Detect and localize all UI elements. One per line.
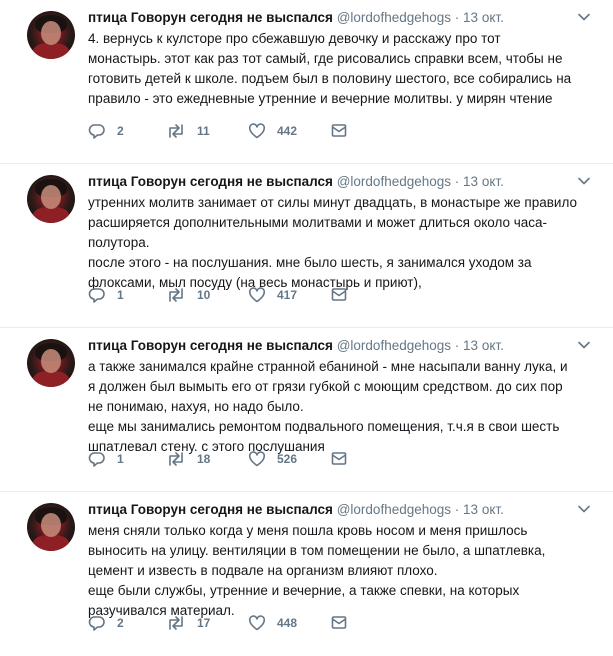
separator-dot: ·: [454, 338, 460, 353]
tweet-text: [88, 357, 578, 457]
tweet-text-line: шпатлевал стену. с этого послушания: [88, 439, 325, 454]
retweet-icon: [166, 122, 186, 140]
tweet-text-line: еще были службы, утренние и вечерние, а также спевки, на которых: [88, 583, 520, 598]
avatar[interactable]: [27, 11, 75, 59]
tweet-text-line: утренних молитв занимает от силы минут двадцать, в монастыре же правило: [88, 195, 578, 210]
reply-count: 2: [117, 616, 124, 630]
like-button[interactable]: [248, 449, 297, 469]
like-count: 526: [277, 452, 298, 466]
heart-icon: [248, 286, 266, 304]
tweet-text-line: разучивался материал.: [88, 603, 235, 618]
avatar[interactable]: [27, 175, 75, 223]
retweet-button[interactable]: [166, 449, 210, 469]
retweet-button[interactable]: [166, 613, 210, 633]
tweet-text: [88, 521, 578, 621]
like-count: 448: [277, 616, 298, 630]
retweet-icon: [166, 614, 186, 632]
reply-button[interactable]: [88, 449, 124, 469]
reply-icon: [88, 450, 106, 468]
tweet-header: [88, 337, 583, 355]
tweet-text-line: 4. вернусь к кулсторе про сбежавшую девочку и расскажу про тот: [88, 31, 501, 46]
tweet-header: [88, 9, 583, 27]
reply-button[interactable]: [88, 121, 124, 141]
tweet-text: [88, 29, 578, 109]
reply-count: 1: [117, 288, 124, 302]
reply-count: 1: [117, 452, 124, 466]
tweet-text-line: не понимаю, нахуя, но надо было.: [88, 399, 304, 414]
timestamp[interactable]: 13 окт.: [463, 502, 504, 517]
tweet-text-line: после этого - на послушания. мне было шесть, я занимался уходом за: [88, 255, 532, 270]
like-count: 442: [277, 124, 298, 138]
avatar[interactable]: [27, 503, 75, 551]
tweet-text-line: правило - это ежедневные утренние и вечерние молитвы. у мирян чтение: [88, 91, 553, 106]
chevron-down-icon[interactable]: [577, 174, 591, 188]
like-count: 417: [277, 288, 298, 302]
reply-count: 2: [117, 124, 124, 138]
tweet-text-line: меня сняли только когда у меня пошла кровь носом и меня пришлось: [88, 523, 528, 538]
retweet-count: 11: [197, 124, 210, 138]
direct-message-button[interactable]: [330, 121, 348, 141]
like-button[interactable]: [248, 285, 297, 305]
tweet-text-line: готовить детей к школе. подъем был в половину шестого, все собирались на: [88, 71, 572, 86]
chevron-down-icon[interactable]: [577, 502, 591, 516]
chevron-down-icon[interactable]: [577, 10, 591, 24]
timestamp[interactable]: 13 окт.: [463, 338, 504, 353]
timestamp[interactable]: 13 окт.: [463, 174, 504, 189]
tweet-text: [88, 193, 578, 293]
user-handle[interactable]: @lordofhedgehogs: [336, 502, 452, 517]
envelope-icon: [330, 450, 348, 468]
tweet-text-line: флоксами, мыл посуду (на весь монастырь и приют),: [88, 275, 422, 290]
heart-icon: [248, 614, 266, 632]
separator-dot: ·: [454, 502, 460, 517]
separator-dot: ·: [454, 174, 460, 189]
display-name[interactable]: птица Говорун сегодня не выспался: [88, 174, 333, 189]
tweet-text-line: полутора.: [88, 235, 150, 250]
tweet-header: [88, 173, 583, 191]
heart-icon: [248, 450, 266, 468]
tweet-header: [88, 501, 583, 519]
tweet-text-line: а также занимался крайне странной ебаниной - мне насыпали ванну лука, и: [88, 359, 568, 374]
retweet-count: 17: [197, 616, 211, 630]
retweet-icon: [166, 286, 186, 304]
envelope-icon: [330, 286, 348, 304]
separator-dot: ·: [454, 10, 460, 25]
reply-button[interactable]: [88, 285, 124, 305]
heart-icon: [248, 122, 266, 140]
timestamp[interactable]: 13 окт.: [463, 10, 504, 25]
tweet-text-line: расширяется дополнительными молитвами и может длиться около часа-: [88, 215, 548, 230]
avatar[interactable]: [27, 339, 75, 387]
tweet-text-line: выносить на улицу. вентиляции в том помещении не было, а шпатлевка,: [88, 543, 546, 558]
retweet-icon: [166, 450, 186, 468]
tweet[interactable]: [0, 164, 613, 328]
tweet[interactable]: [0, 0, 613, 164]
display-name[interactable]: птица Говорун сегодня не выспался: [88, 10, 333, 25]
retweet-button[interactable]: [166, 121, 210, 141]
user-handle[interactable]: @lordofhedgehogs: [336, 10, 452, 25]
tweet-text-line: еще мы занимались ремонтом подвального помещения, т.ч.я в свои шесть: [88, 419, 560, 434]
reply-icon: [88, 614, 106, 632]
like-button[interactable]: [248, 613, 297, 633]
tweet-text-line: монастырь. этот как раз тот самый, где рисовались справки всем, чтобы не: [88, 51, 563, 66]
tweet[interactable]: [0, 328, 613, 492]
tweet-text-line: цемент и известь в подвале на организм влияют плохо.: [88, 563, 438, 578]
envelope-icon: [330, 122, 348, 140]
retweet-button[interactable]: [166, 285, 210, 305]
envelope-icon: [330, 614, 348, 632]
display-name[interactable]: птица Говорун сегодня не выспался: [88, 502, 333, 517]
retweet-count: 18: [197, 452, 211, 466]
tweet-text-line: я должен был вымыть его от грязи губкой с моющим средством. до сих пор: [88, 379, 563, 394]
reply-icon: [88, 122, 106, 140]
chevron-down-icon[interactable]: [577, 338, 591, 352]
like-button[interactable]: [248, 121, 297, 141]
tweet[interactable]: [0, 492, 613, 656]
direct-message-button[interactable]: [330, 285, 348, 305]
user-handle[interactable]: @lordofhedgehogs: [336, 174, 452, 189]
reply-icon: [88, 286, 106, 304]
direct-message-button[interactable]: [330, 449, 348, 469]
display-name[interactable]: птица Говорун сегодня не выспался: [88, 338, 333, 353]
reply-button[interactable]: [88, 613, 124, 633]
direct-message-button[interactable]: [330, 613, 348, 633]
retweet-count: 10: [197, 288, 211, 302]
user-handle[interactable]: @lordofhedgehogs: [336, 338, 452, 353]
